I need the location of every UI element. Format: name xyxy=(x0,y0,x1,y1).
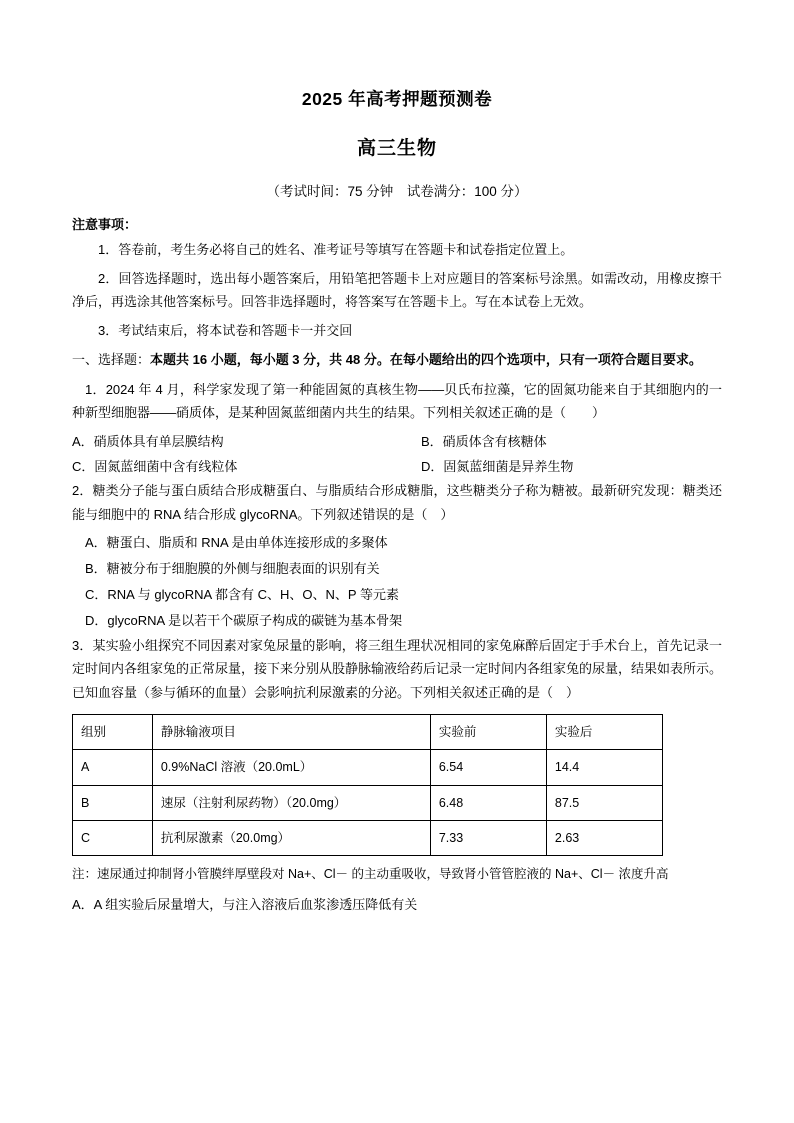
question-3-stem: 3．某实验小组探究不同因素对家兔尿量的影响，将三组生理状况相同的家兔麻醉后固定于手术台上，首先记录一定时间内各组家兔的正常尿量，接下来分别从股静脉输液给药后记录一定时间内各组家兔的尿量，结果如表所示。已知血容量（参与循环的血量）会影响抗利尿激素的分泌。下列相关叙述正确的是（ ） xyxy=(72,638,723,700)
question-3-table-note: 注：速尿通过抑制肾小管膜绊厚壁段对 Na+、Cl－ 的主动重吸收，导致肾小管管腔液的 Na+、Cl－ 浓度升高 xyxy=(72,867,669,882)
table-row xyxy=(73,750,663,785)
table-header-before: 实验前 xyxy=(430,715,546,750)
question-2-number: 2． xyxy=(72,483,93,499)
notice-item-3: 3．考试结束后，将本试卷和答题卡一并交回 xyxy=(98,323,353,339)
table-header-group: 组别 xyxy=(73,715,153,750)
cell-before-a: 6.54 xyxy=(430,750,546,785)
page-content xyxy=(72,86,722,918)
table-header-after: 实验后 xyxy=(546,715,662,750)
table-header-row xyxy=(73,715,663,750)
cell-infusion-b: 速尿（注射利尿药物）（20.0mg） xyxy=(152,785,430,820)
page-title: 2025 年高考押题预测卷 xyxy=(301,89,493,109)
subject-title: 高三生物 xyxy=(356,138,437,159)
question-2-option-d[interactable]: D．glycoRNA 是以若干个碳原子构成的碳链为基本骨架 xyxy=(85,613,403,629)
cell-after-b: 87.5 xyxy=(546,785,662,820)
question-1-option-b[interactable]: B．硝质体含有核糖体 xyxy=(421,433,547,449)
question-2-option-c[interactable]: C．RNA 与 glycoRNA 都含有 C、H、O、N、P 等元素 xyxy=(85,587,399,603)
table-header-infusion: 静脉输液项目 xyxy=(152,715,430,750)
cell-after-a: 14.4 xyxy=(546,750,662,785)
experiment-data-table xyxy=(72,714,663,856)
question-1-option-a[interactable]: A．硝质体具有单层膜结构 xyxy=(72,433,224,449)
cell-group-b: B xyxy=(73,785,153,820)
section-one-label: 一、选择题： xyxy=(72,352,151,368)
table-row xyxy=(73,785,663,820)
cell-group-c: C xyxy=(73,820,153,855)
notice-heading: 注意事项： xyxy=(72,217,138,232)
question-1-option-c[interactable]: C．固氮蓝细菌中含有线粒体 xyxy=(72,458,238,474)
question-1-number: 1． xyxy=(85,381,106,397)
cell-group-a: A xyxy=(73,750,153,785)
question-1-options-row-2 xyxy=(72,454,722,479)
cell-infusion-a: 0.9%NaCl 溶液（20.0mL） xyxy=(152,750,430,785)
question-1-stem: 1．2024 年 4 月，科学家发现了第一种能固氮的真核生物——贝氏布拉藻，它的固氮功能来自于其细胞内的一种新型细胞器——硝质体，是某种固氮蓝细菌内共生的结果。下列相关叙述正确的是（ ） xyxy=(72,381,722,421)
cell-before-b: 6.48 xyxy=(430,785,546,820)
question-2-option-b[interactable]: B．糖被分布于细胞膜的外侧与细胞表面的识别有关 xyxy=(85,561,380,577)
question-3-number: 3． xyxy=(72,638,93,654)
notice-item-2: 2．回答选择题时，选出每小题答案后，用铅笔把答题卡上对应题目的答案标号涂黑。如需改动，用橡皮擦干净后，再选涂其他答案标号。回答非选择题时，将答案写在答题卡上。写在本试卷上无效。 xyxy=(72,271,722,309)
notice-item-1: 1．答卷前，考生务必将自己的姓名、准考证号等填写在答题卡和试卷指定位置上。 xyxy=(98,242,574,257)
question-1-option-d[interactable]: D．固氮蓝细菌是异养生物 xyxy=(421,458,574,474)
question-3-option-a[interactable]: A．A 组实验后尿量增大，与注入溶液后血浆渗透压降低有关 xyxy=(72,897,418,913)
cell-before-c: 7.33 xyxy=(430,820,546,855)
question-1-options-row-1 xyxy=(72,429,722,454)
cell-after-c: 2.63 xyxy=(546,820,662,855)
table-row xyxy=(73,820,663,855)
section-one-instruction: 本题共 16 小题，每小题 3 分，共 48 分。在每小题给出的四个选项中，只有一项符合题目要求。 xyxy=(150,352,702,368)
exam-info: （考试时间：75 分钟 试卷满分：100 分） xyxy=(266,184,528,199)
question-2-option-a[interactable]: A．糖蛋白、脂质和 RNA 是由单体连接形成的多聚体 xyxy=(85,535,388,551)
question-2-stem: 2．糖类分子能与蛋白质结合形成糖蛋白、与脂质结合形成糖脂，这些糖类分子称为糖被。最新研究发现：糖类还能与细胞中的 RNA 结合形成 glycoRNA。下列叙述错误的是（ ） xyxy=(72,483,722,522)
cell-infusion-c: 抗利尿激素（20.0mg） xyxy=(152,820,430,855)
section-one-heading xyxy=(72,349,722,371)
